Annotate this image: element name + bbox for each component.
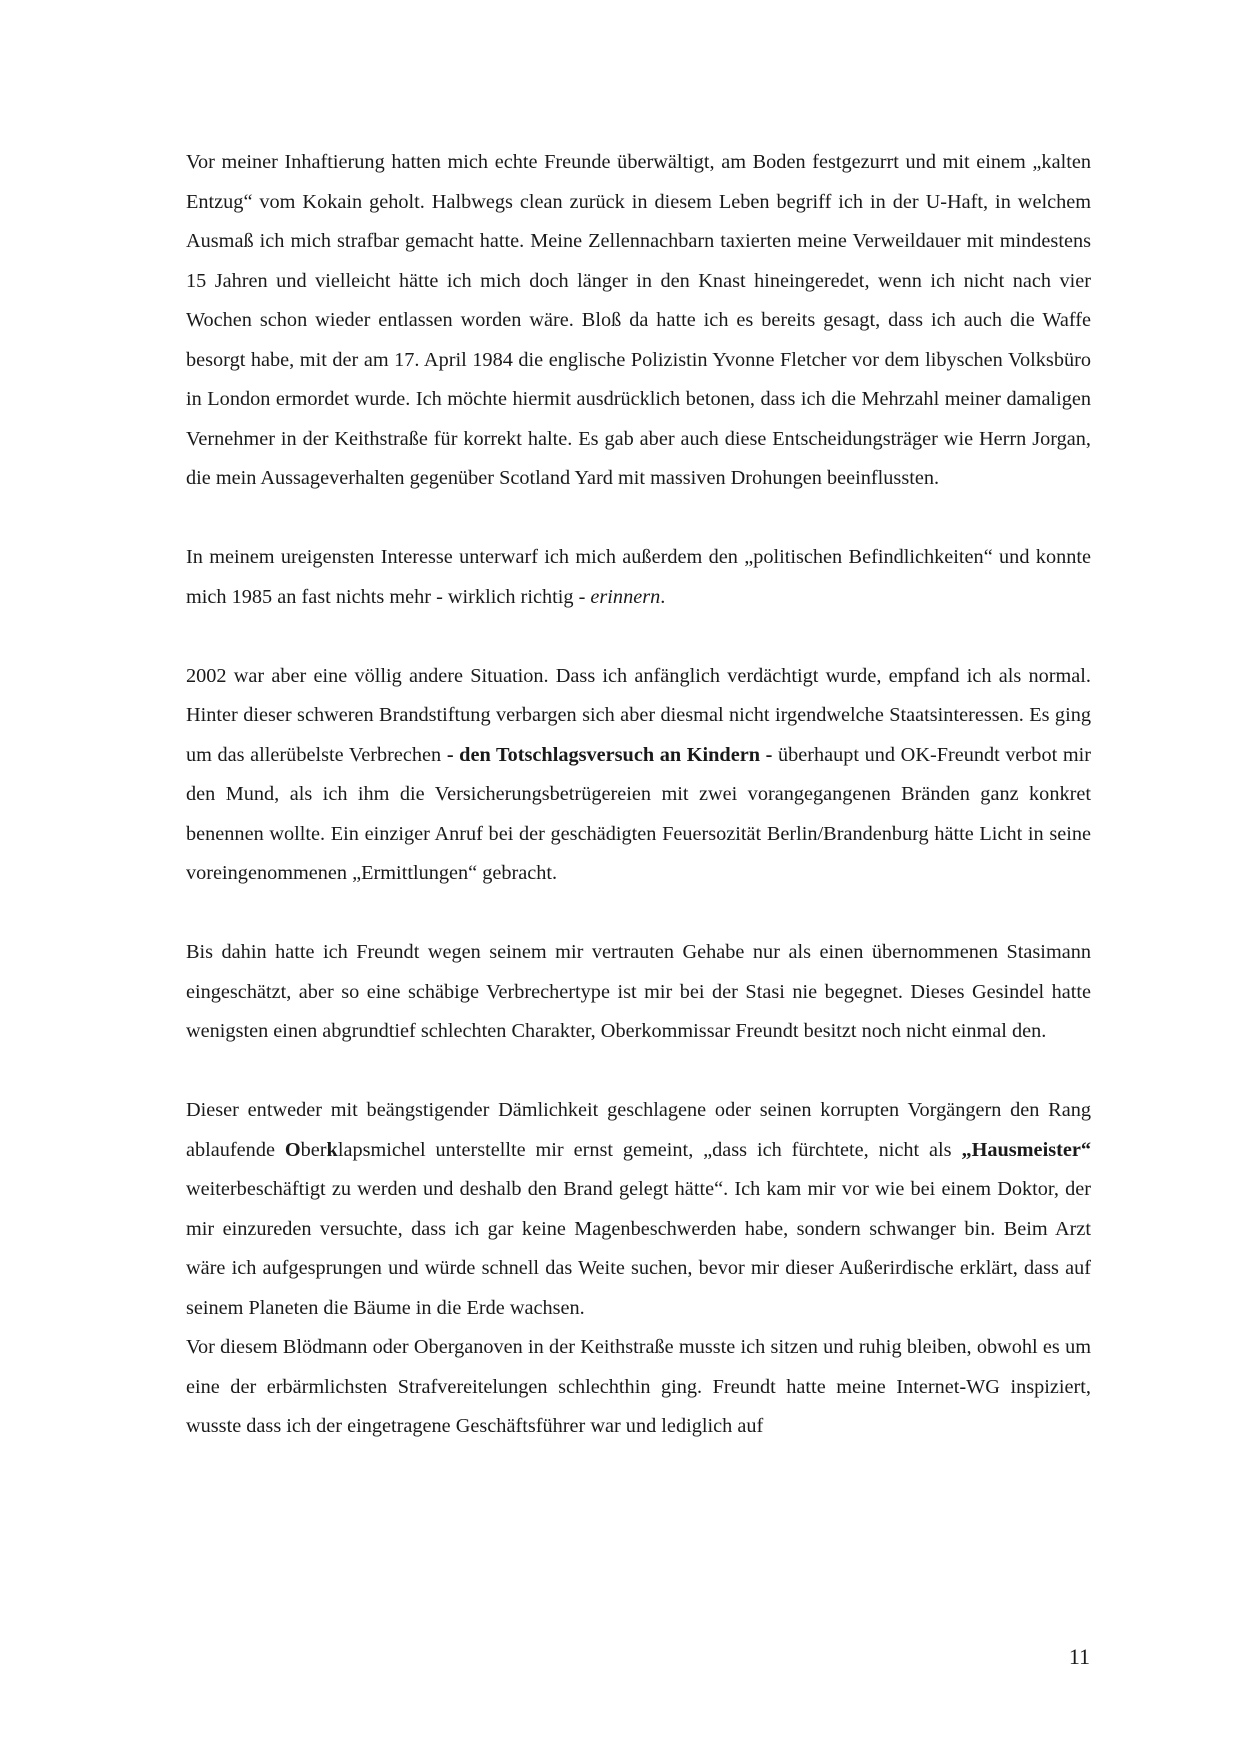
- paragraph-5: [186, 1091, 1091, 1328]
- paragraph-1: [186, 143, 1091, 499]
- paragraph-4: [186, 933, 1091, 1052]
- paragraph-text: ber: [300, 1138, 327, 1161]
- paragraph-text: Dieser entweder mit beängstigender Dämlichkeit geschlagene oder seinen korrupten Vorgängern den Rang ablaufende: [186, 1099, 1091, 1161]
- paragraph-text: In meinem ureigensten Interesse unterwarf ich mich außerdem den „politischen Befindlichkeiten“ und konnte mich 1985 an fast nichts mehr - wirklich richtig -: [186, 546, 1091, 608]
- paragraph-text: Vor diesem Blödmann oder Oberganoven in der Keithstraße musste ich sitzen und ruhig bleiben, obwohl es um eine der erbärmlichsten Strafvereitelungen schlechthin ging. Freundt hatte meine Internet-WG inspiziert, wusste dass ich der eingetragene Geschäftsführer war und lediglich auf: [186, 1336, 1091, 1437]
- paragraph-3: [186, 657, 1091, 894]
- bold-phrase-totschlagsversuch: - den Totschlagsversuch an Kindern -: [446, 743, 773, 766]
- paragraph-text: weiterbeschäftigt zu werden und deshalb den Brand gelegt hätte“. Ich kam mir vor wie bei einem Doktor, der mir einzureden versuchte, dass ich gar keine Magenbeschwerden habe, sondern schwanger bin. Beim Arzt wäre ich aufgesprungen und würde schnell das Weite suchen, bevor mir dieser Außerirdische erklärt, dass auf seinem Planeten die Bäume in die Erde wachsen.: [186, 1178, 1091, 1319]
- paragraph-text: Vor meiner Inhaftierung hatten mich echte Freunde überwältigt, am Boden festgezurrt und mit einem „kalten Entzug“ vom Kokain geholt. Halbwegs clean zurück in diesem Leben begriff ich in der U-Haft, in welchem Ausmaß ich mich strafbar gemacht hatte. Meine Zellennachbarn taxierten meine Verweildauer mit mindestens 15 Jahren und vielleicht hätte ich mich doch länger in den Knast hineingeredet, wenn ich nicht nach vier Wochen schon wieder entlassen worden wäre. Bloß da hatte ich es bereits gesagt, dass ich auch die Waffe besorgt habe, mit der am 17. April 1984 die englische Polizistin Yvonne Fletcher vor dem libyschen Volksbüro in London ermordet wurde. Ich möchte hiermit ausdrücklich betonen, dass ich die Mehrzahl meiner damaligen Vernehmer in der Keithstraße für korrekt halte. Es gab aber auch diese Entscheidungsträger wie Herrn Jorgan, die mein Aussageverhalten gegenüber Scotland Yard mit massiven Drohungen beeinflussten.: [186, 151, 1091, 489]
- italic-word-erinnern: erinnern: [590, 585, 661, 608]
- paragraph-2: [186, 538, 1091, 617]
- bold-word-hausmeister: „Hausmeister“: [961, 1138, 1091, 1161]
- paragraph-text: lapsmichel unterstellte mir ernst gemeint, „dass ich fürchtete, nicht als: [337, 1138, 962, 1161]
- paragraph-text: überhaupt und OK-Freundt verbot mir den Mund, als ich ihm die Versicherungsbetrügereien mit zwei vorangegangenen Bränden ganz konkret benennen wollte. Ein einziger Anruf bei der geschädigten Feuersozität Berlin/Brandenburg hätte Licht in seine voreingenommenen „Ermittlungen“ gebracht.: [186, 743, 1091, 884]
- paragraph-text: 2002 war aber eine völlig andere Situation. Dass ich anfänglich verdächtigt wurde, empfand ich als normal. Hinter dieser schweren Brandstiftung verbargen sich aber diesmal nicht irgendwelche Staatsinteressen. Es ging um das allerübelste Verbrechen: [186, 664, 1091, 766]
- paragraph-6: [186, 1328, 1091, 1447]
- bold-letter-o: O: [284, 1138, 301, 1161]
- body-text: [186, 143, 1091, 1447]
- paragraph-text: Bis dahin hatte ich Freundt wegen seinem mir vertrauten Gehabe nur als einen übernommenen Stasimann eingeschätzt, aber so eine schäbige Verbrechertype ist mir bei der Stasi nie begegnet. Dieses Gesindel hatte wenigsten einen abgrundtief schlechten Charakter, Oberkommissar Freundt besitzt noch nicht einmal den.: [186, 941, 1091, 1042]
- bold-letter-k: k: [326, 1138, 338, 1161]
- paragraph-text: .: [660, 585, 666, 608]
- page-number: 11: [1068, 1644, 1090, 1669]
